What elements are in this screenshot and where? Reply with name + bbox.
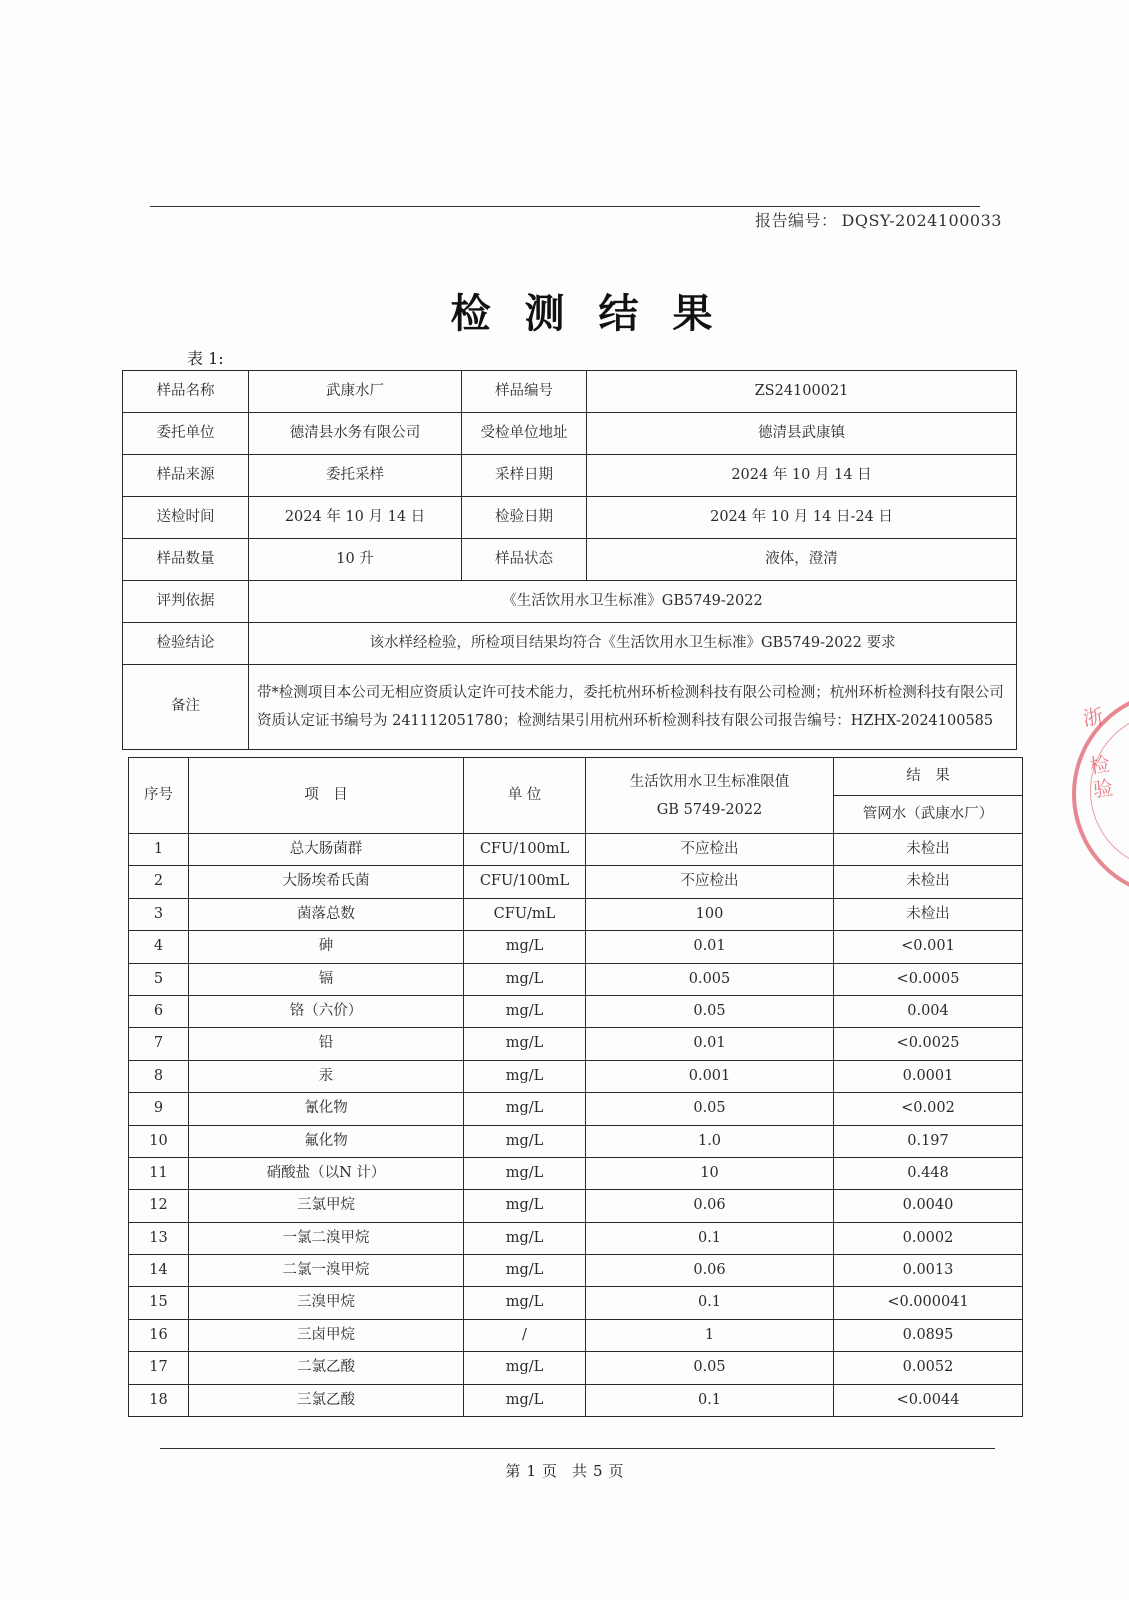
col-header-result-sub: 管网水（武康水厂） [834,796,1023,834]
row-unit: mg/L [464,1125,586,1157]
table-row [129,1028,1023,1060]
page-suffix: 页 [608,1462,624,1480]
table-row [129,1125,1023,1157]
table-row [129,1157,1023,1189]
table-row [129,931,1023,963]
row-no: 8 [129,1060,189,1092]
row-limit: 0.001 [586,1060,834,1092]
source-label: 样品来源 [123,455,249,497]
row-result: 未检出 [834,834,1023,866]
row-item: 三溴甲烷 [189,1287,464,1319]
page-current: 1 [526,1462,536,1480]
row-no: 18 [129,1384,189,1416]
row-limit: 不应检出 [586,834,834,866]
row-unit: mg/L [464,1093,586,1125]
row-limit: 0.06 [586,1255,834,1287]
row-limit: 0.1 [586,1287,834,1319]
footer-rule [160,1448,995,1449]
table-row [129,1384,1023,1416]
row-item: 砷 [189,931,464,963]
table-caption: 表 1: [187,349,224,368]
sample-name-label: 样品名称 [123,371,249,413]
row-item: 铅 [189,1028,464,1060]
state-value: 液体，澄清 [587,539,1017,581]
col-header-unit: 单 位 [464,758,586,834]
col-header-result: 结 果 [834,758,1023,796]
row-limit: 0.01 [586,1028,834,1060]
row-item: 三氯甲烷 [189,1190,464,1222]
row-result: <0.000041 [834,1287,1023,1319]
test-date-label: 检验日期 [462,497,587,539]
report-number-value: DQSY-2024100033 [841,211,1002,230]
table-row [129,1255,1023,1287]
row-no: 3 [129,898,189,930]
row-unit: mg/L [464,1157,586,1189]
row-result: 0.004 [834,995,1023,1027]
sample-no-value: ZS24100021 [587,371,1017,413]
row-limit: 0.05 [586,995,834,1027]
page-title: 检测结果 [450,290,747,337]
page-total: 5 [593,1462,603,1480]
row-item: 总大肠菌群 [189,834,464,866]
table-row [129,1060,1023,1092]
criterion-label: 评判依据 [123,581,249,623]
client-value: 德清县水务有限公司 [249,413,462,455]
col-header-limit-line2: GB 5749-2022 [656,801,763,818]
row-item: 硝酸盐（以N 计） [189,1157,464,1189]
seal-lettering: 浙 检 验 [1081,704,1115,802]
quantity-label: 样品数量 [123,539,249,581]
row-no: 14 [129,1255,189,1287]
row-result: <0.002 [834,1093,1023,1125]
row-limit: 0.05 [586,1093,834,1125]
table-row [129,1222,1023,1254]
row-item: 大肠埃希氏菌 [189,866,464,898]
row-limit: 0.01 [586,931,834,963]
header-rule [150,206,980,207]
row-limit: 0.1 [586,1222,834,1254]
row-no: 17 [129,1352,189,1384]
row-result: 0.0001 [834,1060,1023,1092]
delivery-time-value: 2024 年 10 月 14 日 [249,497,462,539]
test-date-value: 2024 年 10 月 14 日-24 日 [587,497,1017,539]
row-limit: 0.1 [586,1384,834,1416]
page-mid: 页 共 [541,1462,587,1480]
sampling-date-value: 2024 年 10 月 14 日 [587,455,1017,497]
col-header-item: 项 目 [189,758,464,834]
conclusion-value: 该水样经检验，所检项目结果均符合《生活饮用水卫生标准》GB5749-2022 要求 [249,623,1017,665]
row-result: <0.0005 [834,963,1023,995]
row-item: 氰化物 [189,1093,464,1125]
results-table [128,757,1023,1417]
row-limit: 100 [586,898,834,930]
remark-label: 备注 [123,665,249,750]
row-unit: CFU/100mL [464,866,586,898]
row-no: 7 [129,1028,189,1060]
row-result: 未检出 [834,898,1023,930]
row-result: 0.0002 [834,1222,1023,1254]
row-item: 汞 [189,1060,464,1092]
row-result: 0.0040 [834,1190,1023,1222]
row-limit: 0.05 [586,1352,834,1384]
table-row [129,866,1023,898]
row-limit: 0.005 [586,963,834,995]
row-item: 三卤甲烷 [189,1319,464,1351]
row-no: 1 [129,834,189,866]
row-unit: mg/L [464,1352,586,1384]
row-limit: 不应检出 [586,866,834,898]
row-result: 未检出 [834,866,1023,898]
criterion-value: 《生活饮用水卫生标准》GB5749-2022 [249,581,1017,623]
row-unit: mg/L [464,1255,586,1287]
col-header-limit [586,758,834,834]
remark-value: 带*检测项目本公司无相应资质认定许可技术能力，委托杭州环析检测科技有限公司检测；杭州环析检测科技有限公司资质认定证书编号为 241112051780；检测结果引用杭州环析检测科技有限公司报告编号：HZHX-2024100585 [249,665,1017,750]
report-number [755,208,1002,231]
row-item: 菌落总数 [189,898,464,930]
row-result: 0.0052 [834,1352,1023,1384]
table-row [129,898,1023,930]
sampling-date-label: 采样日期 [462,455,587,497]
table-row [129,1319,1023,1351]
row-no: 2 [129,866,189,898]
row-item: 二氯一溴甲烷 [189,1255,464,1287]
source-value: 委托采样 [249,455,462,497]
row-limit: 1.0 [586,1125,834,1157]
row-unit: / [464,1319,586,1351]
row-result: <0.001 [834,931,1023,963]
row-result: 0.0013 [834,1255,1023,1287]
report-number-label: 报告编号： [755,211,838,230]
conclusion-label: 检验结论 [123,623,249,665]
delivery-time-label: 送检时间 [123,497,249,539]
row-no: 5 [129,963,189,995]
client-addr-label: 受检单位地址 [462,413,587,455]
row-unit: mg/L [464,931,586,963]
row-no: 10 [129,1125,189,1157]
row-no: 16 [129,1319,189,1351]
row-unit: CFU/mL [464,898,586,930]
row-no: 13 [129,1222,189,1254]
table-row [129,1352,1023,1384]
row-item: 氟化物 [189,1125,464,1157]
row-result: 0.448 [834,1157,1023,1189]
client-addr-value: 德清县武康镇 [587,413,1017,455]
row-unit: mg/L [464,1384,586,1416]
row-item: 三氯乙酸 [189,1384,464,1416]
table-row [129,1287,1023,1319]
sample-info-table [122,370,1017,750]
table-row [129,963,1023,995]
row-result: <0.0044 [834,1384,1023,1416]
row-limit: 0.06 [586,1190,834,1222]
row-result: 0.197 [834,1125,1023,1157]
row-no: 11 [129,1157,189,1189]
row-no: 6 [129,995,189,1027]
row-unit: mg/L [464,963,586,995]
row-item: 镉 [189,963,464,995]
table-row [129,1093,1023,1125]
row-no: 12 [129,1190,189,1222]
row-no: 9 [129,1093,189,1125]
col-header-no: 序号 [129,758,189,834]
row-limit: 10 [586,1157,834,1189]
sample-name-value: 武康水厂 [249,371,462,413]
row-unit: mg/L [464,1060,586,1092]
table-row [129,995,1023,1027]
sample-no-label: 样品编号 [462,371,587,413]
row-result: <0.0025 [834,1028,1023,1060]
row-no: 4 [129,931,189,963]
client-label: 委托单位 [123,413,249,455]
quantity-value: 10 升 [249,539,462,581]
row-item: 一氯二溴甲烷 [189,1222,464,1254]
row-item: 二氯乙酸 [189,1352,464,1384]
row-no: 15 [129,1287,189,1319]
row-item: 铬（六价） [189,995,464,1027]
col-header-limit-line1: 生活饮用水卫生标准限值 [629,773,790,790]
table-row [129,834,1023,866]
row-unit: mg/L [464,1287,586,1319]
page-prefix: 第 [505,1462,521,1480]
row-unit: mg/L [464,1190,586,1222]
row-unit: mg/L [464,995,586,1027]
row-result: 0.0895 [834,1319,1023,1351]
row-unit: mg/L [464,1028,586,1060]
state-label: 样品状态 [462,539,587,581]
row-unit: CFU/100mL [464,834,586,866]
row-unit: mg/L [464,1222,586,1254]
row-limit: 1 [586,1319,834,1351]
page-number [0,1460,1129,1481]
table-row [129,1190,1023,1222]
